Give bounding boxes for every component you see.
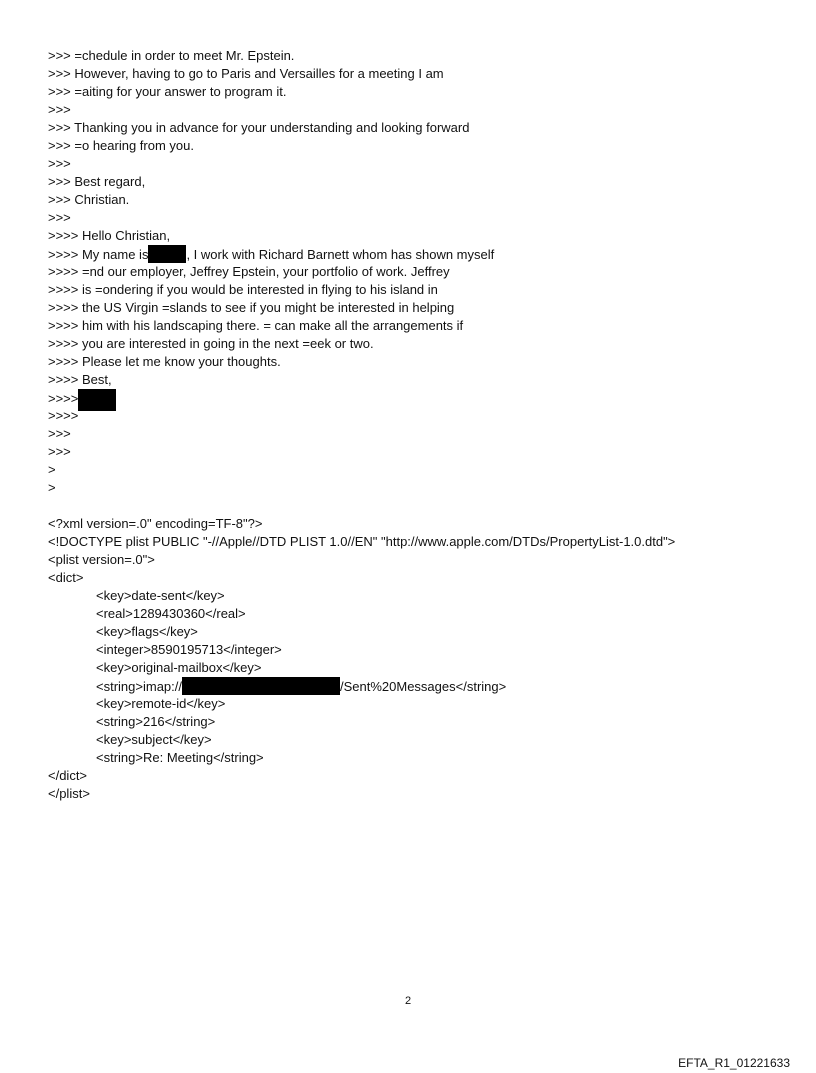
email-line: >>> Christian.	[48, 192, 130, 207]
email-line: >>>> Please let me know your thoughts.	[48, 354, 281, 369]
blank-line	[48, 497, 788, 515]
bates-number: EFTA_R1_01221633	[678, 1056, 790, 1070]
plist-entry: <key>date-sent</key>	[96, 588, 225, 603]
email-body	[48, 47, 788, 803]
email-line: >>>	[48, 210, 71, 225]
email-line: >>> Best regard,	[48, 174, 146, 189]
email-line: >>> Thanking you in advance for your understanding and looking forward	[48, 120, 470, 135]
email-line: >>> =aiting for your answer to program it.	[48, 84, 287, 99]
plist-entry: <key>subject</key>	[96, 732, 212, 747]
plist-line: </plist>	[48, 786, 90, 801]
plist-entry: <integer>8590195713</integer>	[96, 642, 282, 657]
email-line: >>>	[48, 102, 71, 117]
imap-prefix: <string>imap://	[96, 679, 182, 694]
plist-entry: <real>1289430360</real>	[96, 606, 246, 621]
email-line: >>> However, having to go to Paris and Versailles for a meeting I am	[48, 66, 444, 81]
email-line: >>>> him with his landscaping there. = can make all the arrangements if	[48, 318, 464, 333]
imap-line	[48, 677, 788, 695]
signature-redaction	[78, 389, 116, 411]
email-line: >>>> you are interested in going in the next =eek or two.	[48, 336, 374, 351]
email-line: >	[48, 462, 56, 477]
plist-line: <?xml version=.0" encoding=TF-8"?>	[48, 516, 263, 531]
plist-line: <!DOCTYPE plist PUBLIC "-//Apple//DTD PLIST 1.0//EN" "http://www.apple.com/DTDs/PropertyList-1.0.dtd">	[48, 534, 676, 549]
plist-entry: <key>original-mailbox</key>	[96, 660, 262, 675]
plist-entry: <string>Re: Meeting</string>	[96, 750, 264, 765]
email-line: >>>> the US Virgin =slands to see if you might be interested in helping	[48, 300, 455, 315]
email-line: >>>>	[48, 408, 79, 423]
imap-suffix: /Sent%20Messages</string>	[340, 679, 507, 694]
plist-entry: <key>remote-id</key>	[96, 696, 226, 711]
email-line: >>>	[48, 156, 71, 171]
email-line: >>>> =nd our employer, Jeffrey Epstein, your portfolio of work. Jeffrey	[48, 264, 450, 279]
email-line: >>>> is =ondering if you would be interested in flying to his island in	[48, 282, 438, 297]
plist-entry: <key>flags</key>	[96, 624, 198, 639]
intro-line-prefix: >>>> My name is	[48, 247, 149, 262]
email-line: >	[48, 480, 56, 495]
signature-line	[48, 389, 788, 407]
imap-redaction	[182, 677, 340, 695]
email-line: >>>	[48, 444, 71, 459]
name-redaction	[148, 245, 186, 263]
intro-line-suffix: , I work with Richard Barnett whom has shown myself	[186, 247, 495, 262]
plist-line: </dict>	[48, 768, 88, 783]
email-line: >>>	[48, 426, 71, 441]
intro-line	[48, 245, 788, 263]
email-line: >>> =chedule in order to meet Mr. Epstein.	[48, 48, 295, 63]
email-line: >>>> Best,	[48, 372, 112, 387]
email-line: >>>> Hello Christian,	[48, 228, 171, 243]
page-number: 2	[404, 995, 412, 1007]
plist-entry: <string>216</string>	[96, 714, 216, 729]
email-line: >>> =o hearing from you.	[48, 138, 194, 153]
plist-line: <dict>	[48, 570, 84, 585]
signature-prefix: >>>>	[48, 391, 79, 406]
plist-line: <plist version=.0">	[48, 552, 155, 567]
